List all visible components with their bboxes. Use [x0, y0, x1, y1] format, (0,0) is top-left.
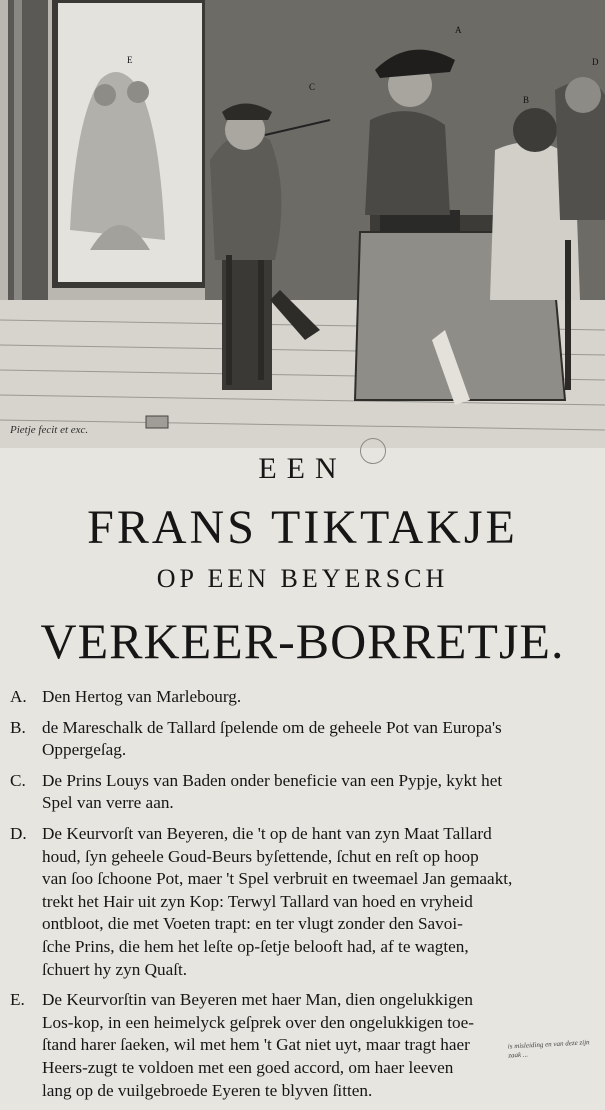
figure-label-c: C: [309, 82, 316, 92]
entry-line: Spel van verre aan.: [42, 793, 174, 813]
legend-entry-c: [10, 770, 600, 815]
engraving-illustration: [0, 0, 605, 448]
entry-line: De Keurvorſt van Beyeren, die 't op de hant van zyn Maat Tallard: [42, 823, 492, 843]
entry-letter: B.: [10, 717, 26, 737]
entry-line: Los-kop, in een heimelyck geſprek over den ongelukkigen toe-: [42, 1012, 474, 1032]
title-line-4: VERKEER-BORRETJE.: [40, 613, 565, 669]
entry-line: trekt het Hair uit zyn Kop: Terwyl Tallard van hoed en vryheid: [42, 891, 473, 911]
entry-line: Den Hertog van Marlebourg.: [42, 687, 242, 706]
engraver-signature: Pietje fecit et exc.: [10, 424, 89, 436]
entry-line: lang op de vuilgebroede Eyeren te blyven ſitten.: [42, 1080, 373, 1100]
entry-text: [42, 717, 600, 762]
entry-letter: E.: [10, 990, 25, 1010]
entry-line: de Mareschalk de Tallard ſpelende om de geheele Pot van Europa's: [42, 717, 502, 737]
entry-line: Heers-zugt te voldoen met een goed accord, om haer leeven: [42, 1057, 454, 1077]
entry-text: [42, 823, 600, 981]
figure-label-a: A: [455, 25, 462, 35]
entry-line: De Prins Louys van Baden onder beneficie van een Pypje, kykt het: [42, 770, 503, 790]
handwritten-margin-note: is misleiding en van deze zijn zaak ...: [507, 1038, 590, 1060]
title-line-1: EEN: [258, 452, 347, 485]
legend-entry-a: [10, 686, 600, 709]
entry-letter: A.: [10, 687, 27, 706]
entry-line: ontbloot, die met Voeten trapt: en ter vlugt zonder den Savoi-: [42, 914, 463, 934]
entry-line: houd, ſyn geheele Goud-Beurs byſettende, ſchut en reſt op hoop: [42, 846, 479, 866]
entry-text: [42, 770, 600, 815]
entry-line: ſchuert hy zyn Quaſt.: [42, 959, 188, 979]
tavern-scene: [0, 0, 605, 448]
figure-label-d: D: [592, 57, 599, 67]
entry-line: ſche Prins, die hem het leſte op-ſetje belooft had, af te wagten,: [42, 936, 469, 956]
entry-line: De Keurvorſtin van Beyeren met haer Man, dien ongelukkigen: [42, 990, 473, 1010]
figure-label-b: B: [523, 95, 530, 105]
entry-letter: C.: [10, 770, 26, 790]
title-line-2: FRANS TIKTAKJE: [87, 501, 518, 554]
title-line-3: OP EEN BEYERSCH: [156, 564, 449, 593]
entry-line: van ſoo ſchoone Pot, maer 't Spel verbruit en tweemael Jan gemaakt,: [42, 869, 513, 889]
figure-label-e: E: [127, 55, 133, 65]
entry-line: ſtand harer ſaeken, wil met hem 't Gat niet uyt, maar tragt haer: [42, 1035, 470, 1055]
legend-entry-b: [10, 717, 600, 762]
legend-entry-d: [10, 823, 600, 981]
entry-line: Oppergeſag.: [42, 740, 127, 760]
entry-text: [42, 686, 600, 709]
entry-letter: D.: [10, 823, 27, 843]
